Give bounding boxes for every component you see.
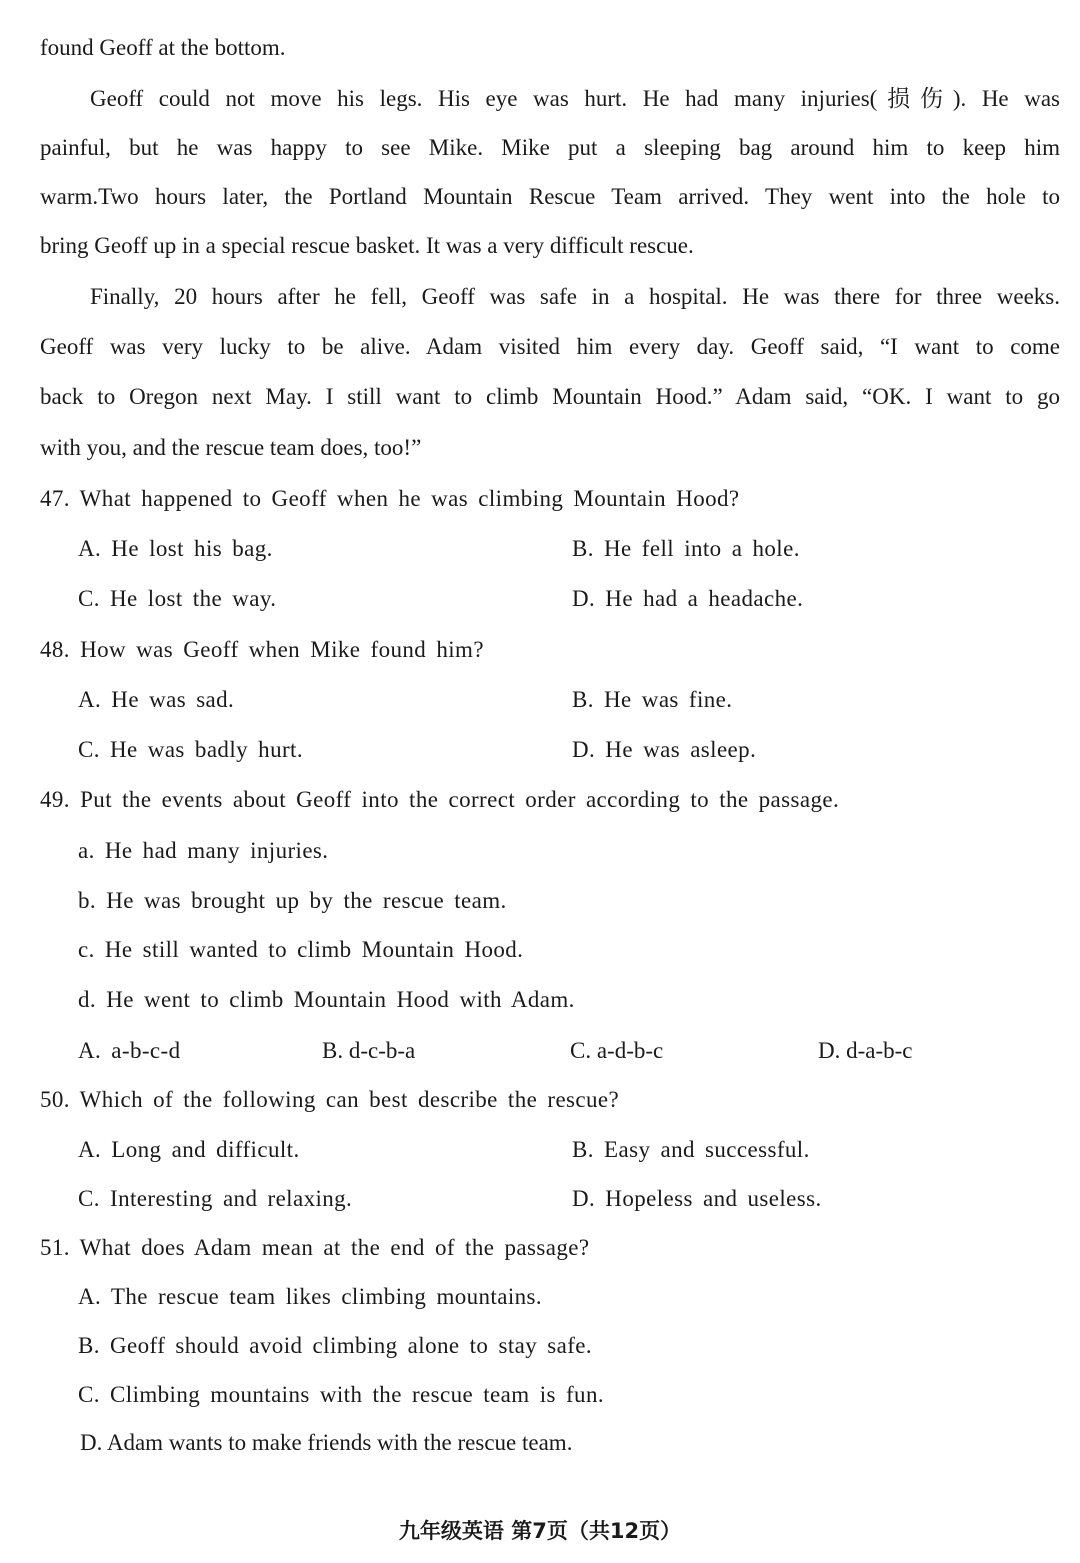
- question-stem: 48. How was Geoff when Mike found him?: [40, 637, 484, 662]
- option-d: D. Adam wants to make friends with the rescue team.: [80, 1430, 573, 1455]
- option-b: B. He was fine.: [572, 687, 733, 712]
- option-c: C. He was badly hurt.: [78, 737, 303, 762]
- option-b: B. d-c-b-a: [322, 1038, 416, 1063]
- option-b: B. Geoff should avoid climbing alone to stay safe.: [78, 1333, 593, 1358]
- option-a: A. The rescue team likes climbing mountains.: [78, 1284, 543, 1309]
- option-c: C. a-d-b-c: [570, 1038, 664, 1063]
- passage-line: bring Geoff up in a special rescue basket. It was a very difficult rescue.: [40, 233, 694, 258]
- passage-line: with you, and the rescue team does, too!”: [40, 435, 422, 460]
- event-item: d. He went to climb Mountain Hood with Adam.: [78, 987, 575, 1012]
- event-item: b. He was brought up by the rescue team.: [78, 888, 507, 913]
- passage-line: Finally, 20 hours after he fell, Geoff was safe in a hospital. He was there for three weeks.: [90, 284, 1060, 309]
- option-a: A. He was sad.: [78, 687, 235, 712]
- passage-line: back to Oregon next May. I still want to climb Mountain Hood.” Adam said, “OK. I want to go: [40, 384, 1060, 409]
- passage-line: Geoff was very lucky to be alive. Adam visited him every day. Geoff said, “I want to come: [40, 334, 1060, 359]
- option-a: A. a-b-c-d: [78, 1038, 181, 1063]
- option-a: A. Long and difficult.: [78, 1137, 300, 1162]
- question-stem: 49. Put the events about Geoff into the correct order according to the passage.: [40, 787, 840, 812]
- option-b: B. He fell into a hole.: [572, 536, 800, 561]
- question-stem: 50. Which of the following can best describe the rescue?: [40, 1087, 620, 1112]
- passage-line: Geoff could not move his legs. His eye was hurt. He had many injuries(损伤). He was: [90, 86, 1060, 111]
- page-footer: 九年级英语 第7页（共12页）: [398, 1519, 682, 1543]
- option-d: D. d-a-b-c: [818, 1038, 913, 1063]
- option-c: C. Climbing mountains with the rescue team is fun.: [78, 1382, 604, 1407]
- option-c: C. He lost the way.: [78, 586, 277, 611]
- option-d: D. He was asleep.: [572, 737, 757, 762]
- passage-line: found Geoff at the bottom.: [40, 35, 286, 60]
- event-item: c. He still wanted to climb Mountain Hood.: [78, 937, 524, 962]
- passage-line: warm.Two hours later, the Portland Mountain Rescue Team arrived. They went into the hole to: [40, 184, 1060, 209]
- option-b: B. Easy and successful.: [572, 1137, 810, 1162]
- option-d: D. Hopeless and useless.: [572, 1186, 822, 1211]
- event-item: a. He had many injuries.: [78, 838, 329, 863]
- question-stem: 47. What happened to Geoff when he was climbing Mountain Hood?: [40, 486, 740, 511]
- option-d: D. He had a headache.: [572, 586, 804, 611]
- option-c: C. Interesting and relaxing.: [78, 1186, 353, 1211]
- passage-line: painful, but he was happy to see Mike. Mike put a sleeping bag around him to keep him: [40, 135, 1060, 160]
- option-a: A. He lost his bag.: [78, 536, 273, 561]
- question-stem: 51. What does Adam mean at the end of the passage?: [40, 1235, 590, 1260]
